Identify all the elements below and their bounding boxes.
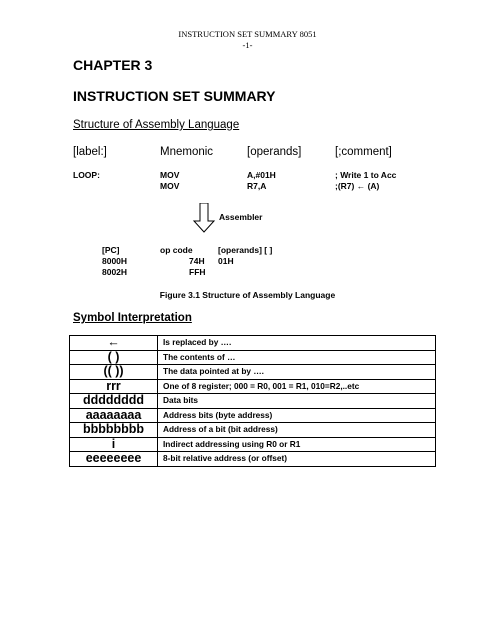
symbol-cell: aaaaaaaa xyxy=(70,408,158,423)
code-comment: ; Write 1 to Acc xyxy=(335,170,397,180)
code-operands: R7,A xyxy=(247,181,267,191)
page-title: INSTRUCTION SET SUMMARY xyxy=(73,88,276,104)
meaning-cell: Is replaced by …. xyxy=(158,336,436,351)
table-row xyxy=(70,423,436,438)
running-header: INSTRUCTION SET SUMMARY 8051 xyxy=(178,29,317,39)
column-comment: [;comment] xyxy=(335,146,392,158)
table-row xyxy=(70,452,436,467)
table-row xyxy=(70,350,436,365)
table-row xyxy=(70,365,436,380)
table-row xyxy=(70,336,436,351)
chapter-heading: CHAPTER 3 xyxy=(73,57,153,73)
symbol-table xyxy=(69,335,436,467)
figure-caption: Figure 3.1 Structure of Assembly Language xyxy=(159,290,336,300)
meaning-cell: Address of a bit (bit address) xyxy=(158,423,436,438)
meaning-cell: The data pointed at by …. xyxy=(158,365,436,380)
symbol-cell: bbbbbbbb xyxy=(70,423,158,438)
symbol-heading: Symbol Interpretation xyxy=(73,312,192,324)
meaning-cell: Address bits (byte address) xyxy=(158,408,436,423)
code-mnemonic: MOV xyxy=(160,170,180,180)
meaning-cell: One of 8 register; 000 = R0, 001 = R1, 010=R2,..etc xyxy=(158,379,436,394)
code-mnemonic: MOV xyxy=(160,181,180,191)
symbol-cell: ← xyxy=(70,336,158,351)
opcode-value: FFH xyxy=(189,267,206,277)
page-number: -1- xyxy=(242,40,253,50)
code-comment: ;(R7) ← (A) xyxy=(335,181,380,191)
column-label: [label:] xyxy=(73,146,107,158)
table-row xyxy=(70,408,436,423)
meaning-cell: The contents of … xyxy=(158,350,436,365)
symbol-cell: dddddddd xyxy=(70,394,158,409)
pc-value: 8002H xyxy=(102,267,128,277)
code-label: LOOP: xyxy=(73,170,100,180)
column-operands: [operands] xyxy=(247,146,302,158)
symbol-cell: eeeeeeee xyxy=(70,452,158,467)
meaning-cell: Data bits xyxy=(158,394,436,409)
symbol-cell: (( )) xyxy=(70,365,158,380)
symbol-cell: rrr xyxy=(70,379,158,394)
symbol-cell: ( ) xyxy=(70,350,158,365)
symbol-cell: i xyxy=(70,437,158,452)
column-mnemonic: Mnemonic xyxy=(160,146,214,158)
opcode-value: 74H xyxy=(189,256,205,266)
opcode-header: op code xyxy=(160,245,193,255)
structure-heading: Structure of Assembly Language xyxy=(73,119,240,131)
code-operands: A,#01H xyxy=(247,170,276,180)
meaning-cell: 8-bit relative address (or offset) xyxy=(158,452,436,467)
table-row xyxy=(70,379,436,394)
table-row xyxy=(70,394,436,409)
operand-value: 01H xyxy=(218,256,234,266)
pc-value: 8000H xyxy=(102,256,128,266)
table-row xyxy=(70,437,436,452)
assembler-label: Assembler xyxy=(219,212,263,222)
meaning-cell: Indirect addressing using R0 or R1 xyxy=(158,437,436,452)
down-arrow-icon xyxy=(192,203,216,233)
operands-header: [operands] [ ] xyxy=(218,245,273,255)
pc-header: [PC] xyxy=(102,245,120,255)
